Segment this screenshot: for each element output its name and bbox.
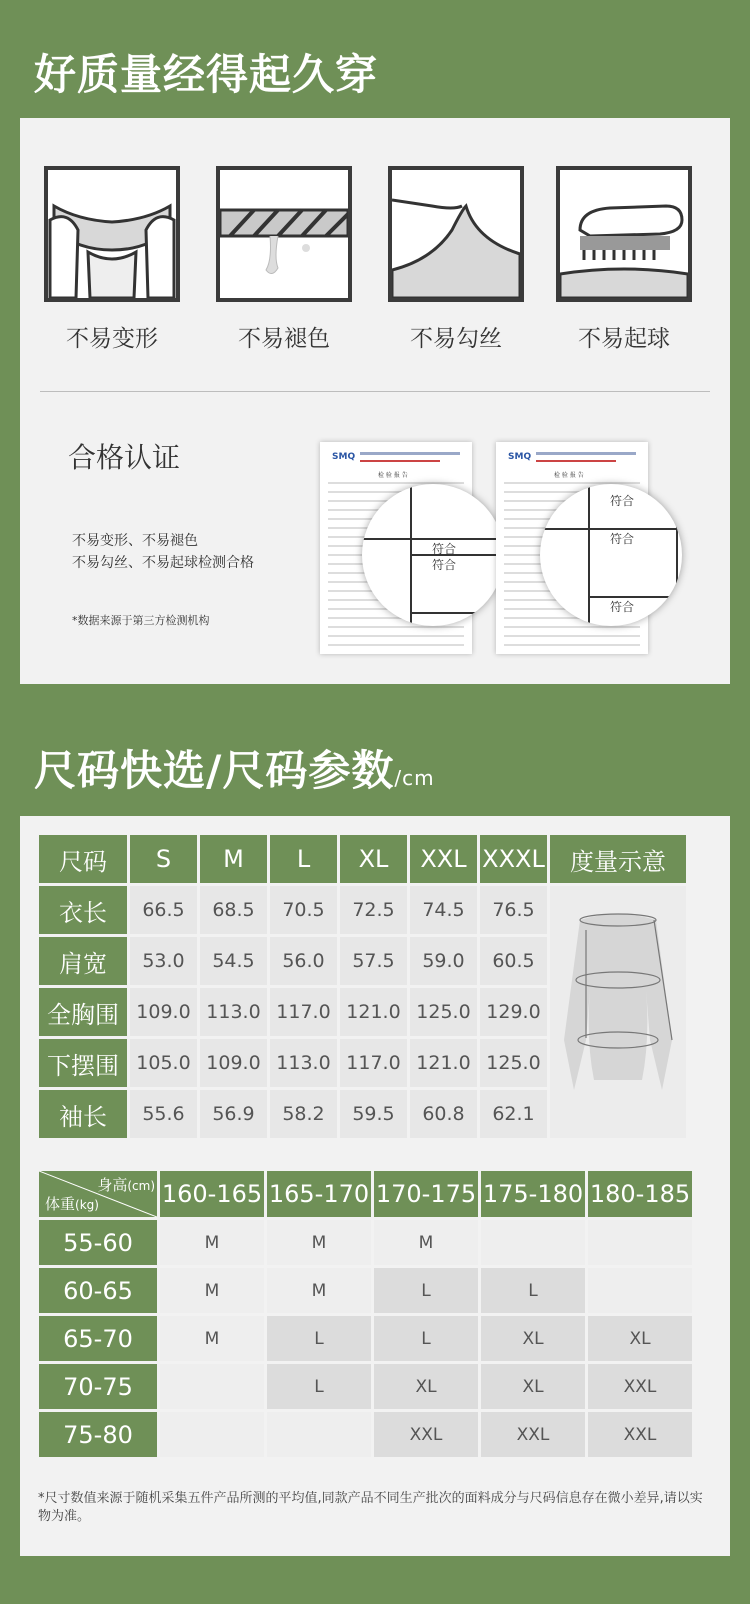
height-unit: (cm) <box>127 1179 155 1193</box>
report-brand: SMQ <box>332 452 356 462</box>
quality-panel <box>20 118 730 684</box>
row-label: 肩宽 <box>39 937 127 985</box>
weight-label: 75-80 <box>39 1412 157 1457</box>
height-header: 180-185 <box>588 1171 692 1217</box>
report-brand: SMQ <box>508 452 532 462</box>
weight-label: 体重 <box>45 1195 76 1213</box>
measure-cell: 59.0 <box>410 937 477 985</box>
recommend-cell: XXL <box>588 1364 692 1409</box>
measure-cell: 72.5 <box>340 886 407 934</box>
feature-fade <box>216 166 352 353</box>
measure-cell: 117.0 <box>270 988 337 1036</box>
row-label: 袖长 <box>39 1090 127 1138</box>
pass-label: 符合 <box>432 558 457 572</box>
height-header: 175-180 <box>481 1171 585 1217</box>
recommend-cell: M <box>160 1220 264 1265</box>
recommend-cell <box>588 1268 692 1313</box>
size-header: S <box>130 835 197 883</box>
measure-cell: 121.0 <box>340 988 407 1036</box>
recommend-cell: M <box>374 1220 478 1265</box>
recommend-cell <box>588 1220 692 1265</box>
cert-line-2: 不易勾丝、不易起球检测合格 <box>72 555 254 571</box>
brush-icon <box>556 166 692 302</box>
weight-label: 65-70 <box>39 1316 157 1361</box>
measure-cell: 58.2 <box>270 1090 337 1138</box>
height-header: 160-165 <box>160 1171 264 1217</box>
measure-cell: 56.0 <box>270 937 337 985</box>
size-header: M <box>200 835 267 883</box>
report-title: 检 验 报 告 <box>378 472 408 479</box>
feature-label: 不易勾丝 <box>410 326 502 352</box>
measure-cell: 57.5 <box>340 937 407 985</box>
size-footnote: *尺寸数值来源于随机采集五件产品所测的平均值,同款产品不同生产批次的面料成分与尺码信息存在微小差异,请以实物为准。 <box>38 1491 703 1524</box>
recommend-cell: M <box>267 1220 371 1265</box>
report-magnifier <box>540 484 682 626</box>
recommend-cell: M <box>267 1268 371 1313</box>
recommend-cell <box>481 1220 585 1265</box>
measure-cell: 56.9 <box>200 1090 267 1138</box>
size-title <box>34 738 435 798</box>
height-header: 165-170 <box>267 1171 371 1217</box>
pass-label: 符合 <box>610 532 635 546</box>
measure-cell: 74.5 <box>410 886 477 934</box>
recommend-cell: XL <box>481 1316 585 1361</box>
recommend-cell: XXL <box>588 1412 692 1457</box>
feature-snag <box>388 166 524 353</box>
size-header: L <box>270 835 337 883</box>
weight-label: 60-65 <box>39 1268 157 1313</box>
recommend-cell: M <box>160 1316 264 1361</box>
size-header-label: 尺码 <box>39 835 127 883</box>
feature-label: 不易起球 <box>578 326 670 352</box>
feature-pill <box>556 166 692 353</box>
size-title-text: 尺码快选/尺码参数 <box>34 746 395 795</box>
cert-title: 合格认证 <box>68 441 181 474</box>
recommend-cell: L <box>374 1268 478 1313</box>
quality-title: 好质量经得起久穿 <box>34 50 379 99</box>
recommend-cell: M <box>160 1268 264 1313</box>
recommend-cell: L <box>267 1316 371 1361</box>
report-magnifier <box>362 484 504 626</box>
pass-label: 符合 <box>610 494 635 508</box>
measure-cell: 121.0 <box>410 1039 477 1087</box>
pass-label: 符合 <box>432 542 457 556</box>
size-header: XXXL <box>480 835 547 883</box>
height-axis-label <box>97 1174 155 1195</box>
measure-cell: 53.0 <box>130 937 197 985</box>
measure-cell: 129.0 <box>480 988 547 1036</box>
measure-cell: 109.0 <box>130 988 197 1036</box>
divider <box>40 391 710 392</box>
height-header: 170-175 <box>374 1171 478 1217</box>
measure-cell: 54.5 <box>200 937 267 985</box>
stretch-icon <box>44 166 180 302</box>
recommend-cell: XL <box>588 1316 692 1361</box>
recommend-cell: XL <box>481 1364 585 1409</box>
feature-label: 不易变形 <box>66 326 158 352</box>
measure-cell: 76.5 <box>480 886 547 934</box>
measure-cell: 117.0 <box>340 1039 407 1087</box>
measure-cell: 70.5 <box>270 886 337 934</box>
weight-label: 55-60 <box>39 1220 157 1265</box>
recommend-cell: L <box>267 1364 371 1409</box>
report-title: 检 验 报 告 <box>554 472 584 479</box>
measure-cell: 62.1 <box>480 1090 547 1138</box>
weight-label: 70-75 <box>39 1364 157 1409</box>
size-header: XXL <box>410 835 477 883</box>
weight-axis-label <box>45 1193 99 1214</box>
measure-cell: 109.0 <box>200 1039 267 1087</box>
recommend-cell <box>160 1364 264 1409</box>
test-report-1 <box>320 442 472 654</box>
body-silhouette-icon <box>550 890 686 1130</box>
recommend-corner <box>39 1171 157 1217</box>
measure-cell: 113.0 <box>200 988 267 1036</box>
size-panel <box>20 816 730 1556</box>
recommend-cell: XXL <box>374 1412 478 1457</box>
size-table <box>36 832 689 1141</box>
row-label: 下摆围 <box>39 1039 127 1087</box>
cert-note: *数据来源于第三方检测机构 <box>72 614 210 627</box>
measure-cell: 60.5 <box>480 937 547 985</box>
measure-cell: 60.8 <box>410 1090 477 1138</box>
measure-cell: 125.0 <box>480 1039 547 1087</box>
recommend-cell <box>160 1412 264 1457</box>
row-label: 全胸围 <box>39 988 127 1036</box>
recommend-cell: XL <box>374 1364 478 1409</box>
diagram-header: 度量示意 <box>550 835 686 883</box>
recommend-cell: L <box>481 1268 585 1313</box>
measure-cell: 59.5 <box>340 1090 407 1138</box>
feature-label: 不易褪色 <box>238 326 330 352</box>
measure-cell: 125.0 <box>410 988 477 1036</box>
measure-cell: 68.5 <box>200 886 267 934</box>
weight-unit: (kg) <box>75 1198 99 1212</box>
row-label: 衣长 <box>39 886 127 934</box>
recommend-table <box>36 1168 695 1460</box>
height-label: 身高 <box>97 1176 128 1194</box>
recommend-cell: XXL <box>481 1412 585 1457</box>
measure-cell: 55.6 <box>130 1090 197 1138</box>
pass-label: 符合 <box>610 600 635 614</box>
feature-deform <box>44 166 180 353</box>
recommend-cell <box>267 1412 371 1457</box>
fabric-snag-icon <box>388 166 524 302</box>
measure-cell: 66.5 <box>130 886 197 934</box>
measure-diagram <box>550 886 686 1138</box>
recommend-cell: L <box>374 1316 478 1361</box>
size-unit: /cm <box>394 766 435 790</box>
measure-cell: 105.0 <box>130 1039 197 1087</box>
test-report-2 <box>496 442 648 654</box>
rope-dye-icon <box>216 166 352 302</box>
size-header: XL <box>340 835 407 883</box>
cert-line-1: 不易变形、不易褪色 <box>72 533 198 549</box>
measure-cell: 113.0 <box>270 1039 337 1087</box>
